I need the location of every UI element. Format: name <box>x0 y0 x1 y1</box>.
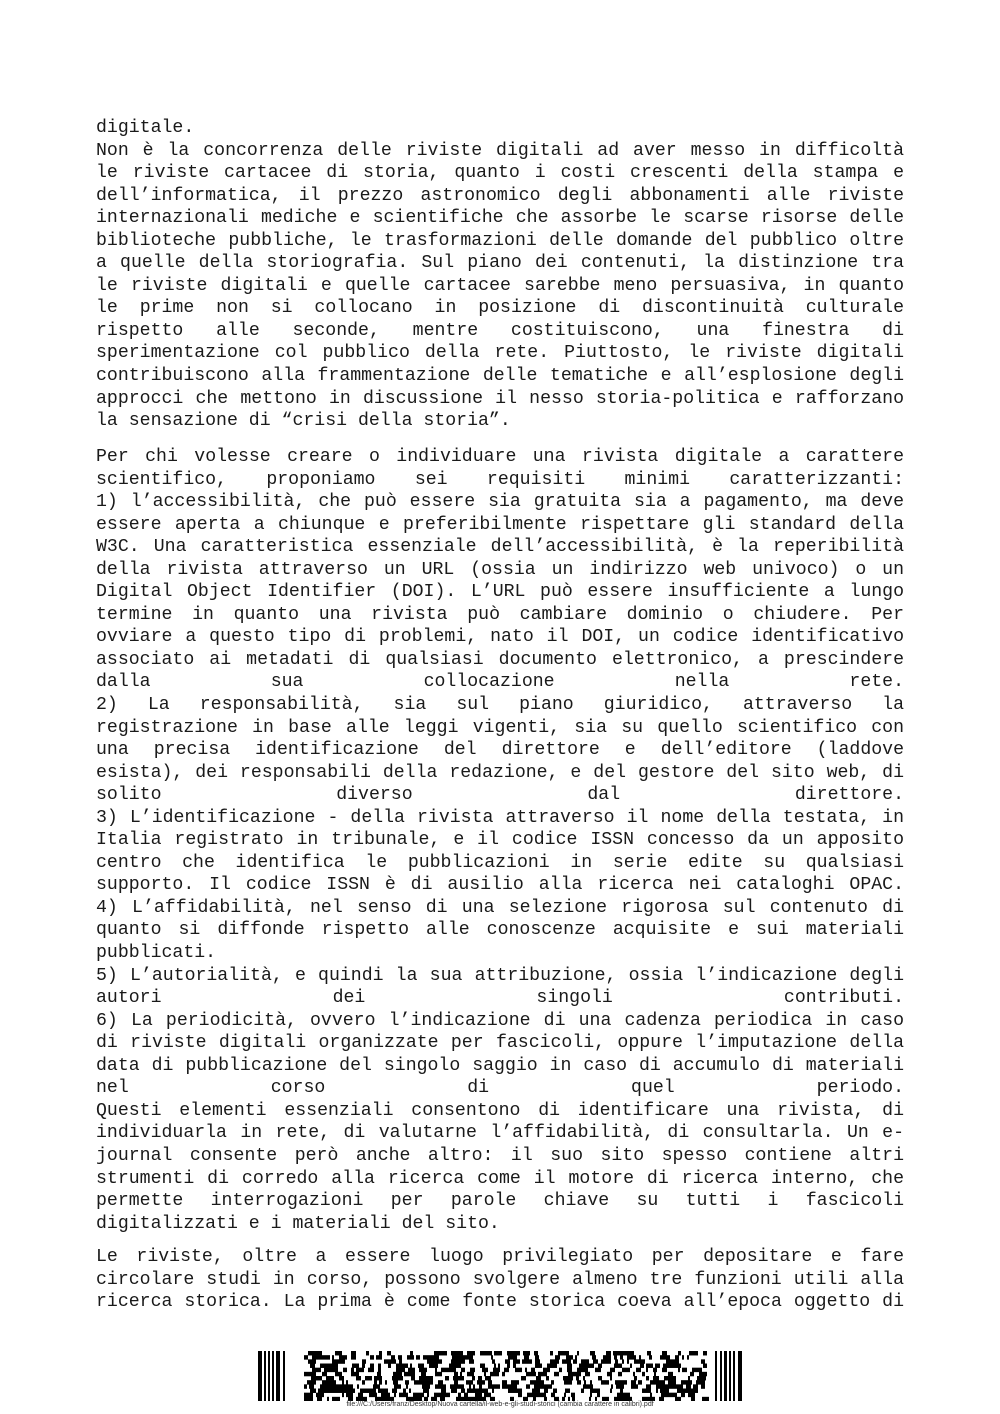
text-line: sperimentazione col pubblico della rete. Piuttosto, le riviste digitali <box>96 343 904 364</box>
text-line: 3) L’identificazione - della rivista attraverso il nome della testata, in <box>96 807 904 828</box>
text-line: pubblicati. <box>96 943 217 964</box>
text-line: circolare studi in corso, possono svolgere almeno tre funzioni utili alla <box>96 1269 904 1290</box>
paragraph-3 <box>96 1246 904 1314</box>
text-line: 6) La periodicità, ovvero l’indicazione di una cadenza periodica in caso <box>96 1010 904 1031</box>
text-line: Digital Object Identifier (DOI). L’URL può essere insufficiente a lungo <box>96 582 904 603</box>
text-line: supporto. Il codice ISSN è di ausilio alla ricerca nei cataloghi OPAC. <box>96 875 904 896</box>
text-line: data di pubblicazione del singolo saggio in caso di accumulo di materiali <box>96 1055 904 1076</box>
text-line: Le riviste, oltre a essere luogo privilegiato per depositare e fare <box>96 1247 904 1267</box>
barcode <box>258 1351 742 1401</box>
text-line: centro che identifica le pubblicazioni in serie edite su qualsiasi <box>96 852 904 873</box>
text-line: digitale. <box>96 118 195 138</box>
text-line: esista), dei responsabili della redazione, e del gestore del sito web, di <box>96 762 904 783</box>
text-line: termine in quanto una rivista può cambiare dominio o chiudere. Per <box>96 604 904 625</box>
text-line: nel corso di quel periodo. <box>96 1078 904 1099</box>
text-line: W3C. Una caratteristica essenziale dell’accessibilità, è la reperibilità <box>96 537 904 558</box>
text-line: approcci che mettono in discussione il nesso storia-politica e rafforzano <box>96 388 904 409</box>
text-line: le riviste digitali e quelle cartacee sarebbe meno persuasiva, in quanto <box>96 275 904 296</box>
text-line: a quelle della storiografia. Sul piano dei contenuti, la distinzione tra <box>96 253 904 274</box>
text-line: permette interrogazioni per parole chiave su tutti i fascicoli <box>96 1191 904 1212</box>
footer-file-path: file:///C:/Users/franz/Desktop/Nuova cartella/il-web-e-gli-studi-storici (cambia carattere in calibri).pdf <box>346 1401 654 1408</box>
text-line: quanto si diffonde rispetto alle conoscenze acquisite e sui materiali <box>96 920 904 941</box>
text-line: scientifico, proponiamo sei requisiti minimi caratterizzanti: <box>96 469 904 490</box>
text-line: le prime non si collocano in posizione di discontinuità culturale <box>96 298 904 319</box>
text-line: individuarla in rete, di valutarne l’affidabilità, di consultarla. Un e- <box>96 1123 904 1144</box>
text-line: solito diverso dal direttore. <box>96 785 904 806</box>
text-line: autori dei singoli contributi. <box>96 988 904 1009</box>
text-line: dalla sua collocazione nella rete. <box>96 672 904 693</box>
text-line: 2) La responsabilità, sia sul piano giuridico, attraverso la <box>96 695 904 716</box>
text-line: della rivista attraverso un URL (ossia un indirizzo web univoco) o un <box>96 559 904 580</box>
paragraph-2 <box>96 446 904 1235</box>
text-line: dell’informatica, il prezzo astronomico degli abbonamenti alle riviste <box>96 185 904 206</box>
text-line: contribuiscono alla frammentazione delle tematiche e all’esplosione degli <box>96 366 904 387</box>
text-line: ricerca storica. La prima è come fonte storica coeva all’epoca oggetto di <box>96 1292 904 1313</box>
text-line: registrazione in base alle leggi vigenti, sia su quello scientifico con <box>96 717 904 738</box>
text-line: biblioteche pubbliche, le trasformazioni delle domande del pubblico oltre <box>96 230 904 251</box>
text-line: Per chi volesse creare o individuare una rivista digitale a carattere <box>96 447 904 467</box>
text-line: Questi elementi essenziali consentono di identificare una rivista, di <box>96 1100 904 1121</box>
text-line: internazionali mediche e scientifiche che assorbe le scarse risorse delle <box>96 208 904 229</box>
text-line: 4) L’affidabilità, nel senso di una selezione rigorosa sul contenuto di <box>96 897 904 918</box>
text-line: rispetto alle seconde, mentre costituiscono, una finestra di <box>96 320 904 341</box>
text-line: Non è la concorrenza delle riviste digitali ad aver messo in difficoltà <box>96 140 904 161</box>
text-line: strumenti di corredo alla ricerca come il motore di ricerca interno, che <box>96 1168 904 1189</box>
text-line: 5) L’autorialità, e quindi la sua attribuzione, ossia l’indicazione degli <box>96 965 904 986</box>
text-line: le riviste cartacee di storia, quanto i costi crescenti della stampa e <box>96 163 904 184</box>
paragraph-1 <box>96 117 904 433</box>
text-line: 1) l’accessibilità, che può essere sia gratuita sia a pagamento, ma deve <box>96 492 904 513</box>
text-line: journal consente però anche altro: il suo sito spesso contiene altri <box>96 1145 904 1166</box>
text-line: di riviste digitali organizzate per fascicoli, oppure l’imputazione della <box>96 1033 904 1054</box>
text-line: Italia registrato in tribunale, e il codice ISSN concesso da un apposito <box>96 830 904 851</box>
text-line: la sensazione di “crisi della storia”. <box>96 411 511 432</box>
text-line: associato ai metadati di qualsiasi documento elettronico, a prescindere <box>96 649 904 670</box>
text-line: digitalizzati e i materiali del sito. <box>96 1213 500 1234</box>
text-line: una precisa identificazione del direttore e dell’editore (laddove <box>96 740 904 761</box>
text-line: essere aperta a chiunque e preferibilmente rispettare gli standard della <box>96 514 904 535</box>
text-line: ovviare a questo tipo di problemi, nato il DOI, un codice identificativo <box>96 627 904 648</box>
